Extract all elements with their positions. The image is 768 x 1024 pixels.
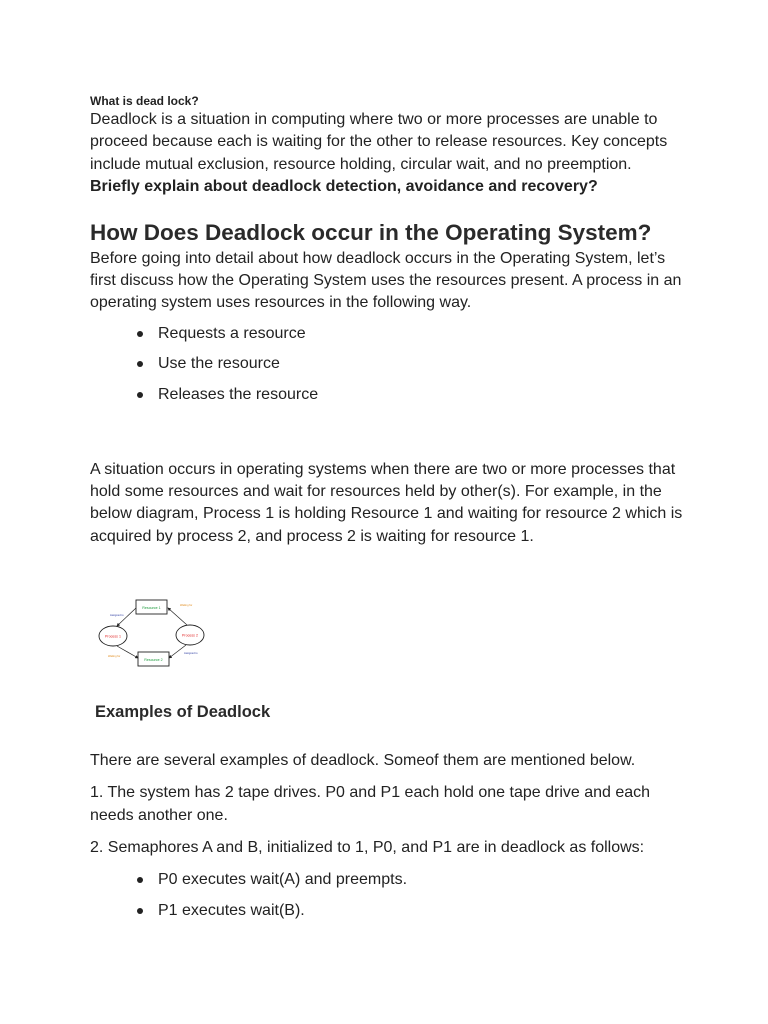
document-body [90,93,690,548]
list-item: Releases the resource [137,384,690,406]
example-1: 1. The system has 2 tape drives. P0 and P1 each hold one tape drive and each needs another one. [90,784,651,824]
list-item: P1 executes wait(B). [137,900,690,922]
examples-intro: There are several examples of deadlock. Someof them are mentioned below. [90,752,636,769]
resource-1-label: Resource 1 [142,606,161,610]
assigned-label: Assigned to [184,652,198,655]
intro-paragraph: Before going into detail about how deadlock occurs in the Operating System, let’s first discuss how the Operating System uses the resources present. A process in an operating system uses resources in the following way. [90,249,682,312]
process-2-label: Process 2 [182,633,198,638]
deadlock-definition: Deadlock is a situation in computing where two or more processes are unable to proceed because each is waiting for the other to release resources. Key concepts include mutual exclusion, resource holding, circular wait, and no preemption. [90,111,668,173]
waiting-label: Waiting for [180,604,193,607]
question-detection-avoidance-recovery: Briefly explain about deadlock detection, avoidance and recovery? [90,177,598,195]
resource-usage-list [90,323,690,406]
assigned-arrow [117,608,136,626]
examples-heading: Examples of Deadlock [95,703,271,721]
list-item: Requests a resource [137,323,690,345]
example-2-steps [90,869,690,922]
situation-paragraph: A situation occurs in operating systems when there are two or more processes that hold some resources and wait for resources held by other(s). For example, in the below diagram, Process 1 is holding Resource 1 and waiting for resource 2 which is acquired by process 2, and process 2 is waiting for resource 1. [90,460,683,545]
example-2: 2. Semaphores A and B, initialized to 1, P0, and P1 are in deadlock as follows: [90,838,645,856]
question-what-is-deadlock: What is dead lock? [90,94,199,108]
section-heading: How Does Deadlock occur in the Operating System? [90,219,652,245]
list-item: Use the resource [137,353,690,375]
resource-2-label: Resource 2 [144,658,163,662]
examples-section [90,750,690,930]
list-item: P0 executes wait(A) and preempts. [137,869,690,891]
waiting-arrow [168,608,187,625]
process-1-label: Process 1 [105,634,121,639]
assigned-label: Assigned to [110,614,124,617]
waiting-label: Waiting for [108,655,121,658]
deadlock-diagram [92,592,210,670]
